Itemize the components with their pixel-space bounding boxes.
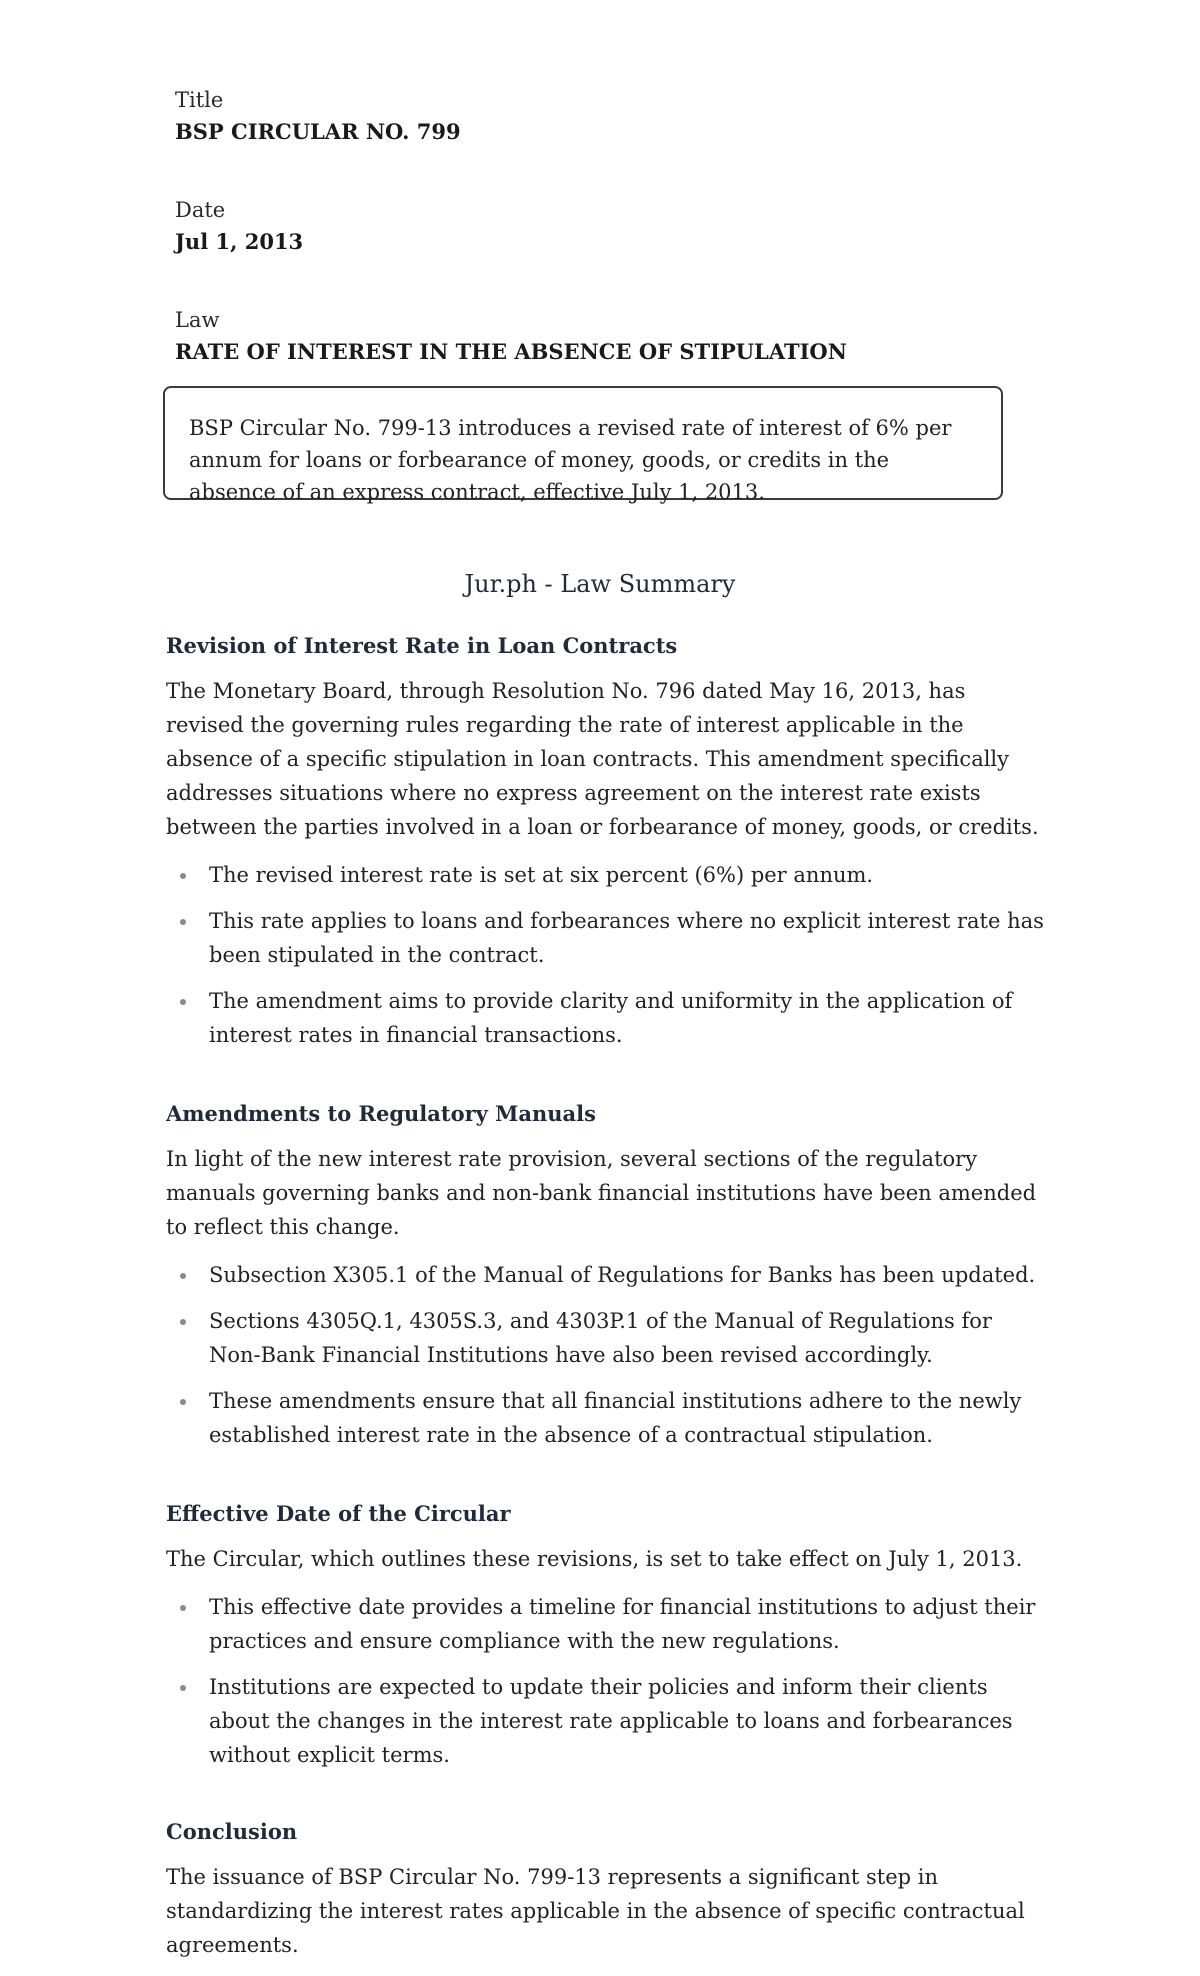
bullet-icon <box>180 1273 186 1279</box>
list-item: Sections 4305Q.1, 4305S.3, and 4303P.1 of the Manual of Regulations for Non-Bank Financial Institutions have also been revised accordingly. <box>166 1304 1046 1372</box>
law-label: Law <box>175 308 220 332</box>
bullet-icon <box>180 999 186 1005</box>
summary-text: BSP Circular No. 799-13 introduces a revised rate of interest of 6% per annum for loans or forbearance of money, goods, or credits in the absence of an express contract, effective July 1, 2013. <box>189 416 952 504</box>
bullet-list <box>166 1258 1046 1452</box>
section-body: The Monetary Board, through Resolution No. 796 dated May 16, 2013, has revised the governing rules regarding the rate of interest applicable in the absence of a specific stipulation in loan contracts. This amendment specifically addresses situations where no express agreement on the interest rate exists between the parties involved in a loan or forbearance of money, goods, or credits. <box>166 679 1039 839</box>
law-value: RATE OF INTEREST IN THE ABSENCE OF STIPULATION <box>175 339 847 364</box>
section-interest-rate-revision <box>166 632 1046 1052</box>
bullet-icon <box>180 919 186 925</box>
list-item: Institutions are expected to update their policies and inform their clients about the changes in the interest rate applicable to loans and forbearances without explicit terms. <box>166 1670 1046 1772</box>
bullet-list <box>166 1590 1046 1772</box>
date-field <box>175 196 1035 256</box>
title-label: Title <box>175 88 224 112</box>
bullet-icon <box>180 1399 186 1405</box>
section-body: The Circular, which outlines these revisions, is set to take effect on July 1, 2013. <box>166 1547 1023 1571</box>
list-item: Subsection X305.1 of the Manual of Regulations for Banks has been updated. <box>166 1258 1046 1292</box>
date-value: Jul 1, 2013 <box>175 229 304 254</box>
bullet-icon <box>180 1605 186 1611</box>
title-value: BSP CIRCULAR NO. 799 <box>175 119 461 144</box>
date-label: Date <box>175 198 226 222</box>
list-item: These amendments ensure that all financial institutions adhere to the newly established interest rate in the absence of a contractual stipulation. <box>166 1384 1046 1452</box>
list-item: The revised interest rate is set at six percent (6%) per annum. <box>166 858 1046 892</box>
law-field <box>175 306 1035 366</box>
section-conclusion <box>166 1818 1046 1962</box>
section-body: In light of the new interest rate provision, several sections of the regulatory manuals governing banks and non-bank financial institutions have been amended to reflect this change. <box>166 1147 1037 1239</box>
summary-box <box>163 386 1003 504</box>
list-item: This effective date provides a timeline for financial institutions to adjust their practices and ensure compliance with the new regulations. <box>166 1590 1046 1658</box>
bullet-icon <box>180 1685 186 1691</box>
bullet-icon <box>180 1319 186 1325</box>
law-summary-title: Jur.ph - Law Summary <box>464 570 736 598</box>
title-field <box>175 86 1035 146</box>
list-item: The amendment aims to provide clarity and uniformity in the application of interest rates in financial transactions. <box>166 984 1046 1052</box>
section-heading: Revision of Interest Rate in Loan Contracts <box>166 633 678 658</box>
list-item: This rate applies to loans and forbearances where no explicit interest rate has been stipulated in the contract. <box>166 904 1046 972</box>
section-heading: Effective Date of the Circular <box>166 1501 511 1526</box>
section-body: The issuance of BSP Circular No. 799-13 represents a significant step in standardizing the interest rates applicable in the absence of specific contractual agreements. <box>166 1865 1025 1957</box>
bullet-list <box>166 858 1046 1052</box>
section-effective-date <box>166 1500 1046 1772</box>
section-heading: Conclusion <box>166 1819 298 1844</box>
section-heading: Amendments to Regulatory Manuals <box>166 1101 596 1126</box>
section-regulatory-manuals <box>166 1100 1046 1452</box>
bullet-icon <box>180 873 186 879</box>
